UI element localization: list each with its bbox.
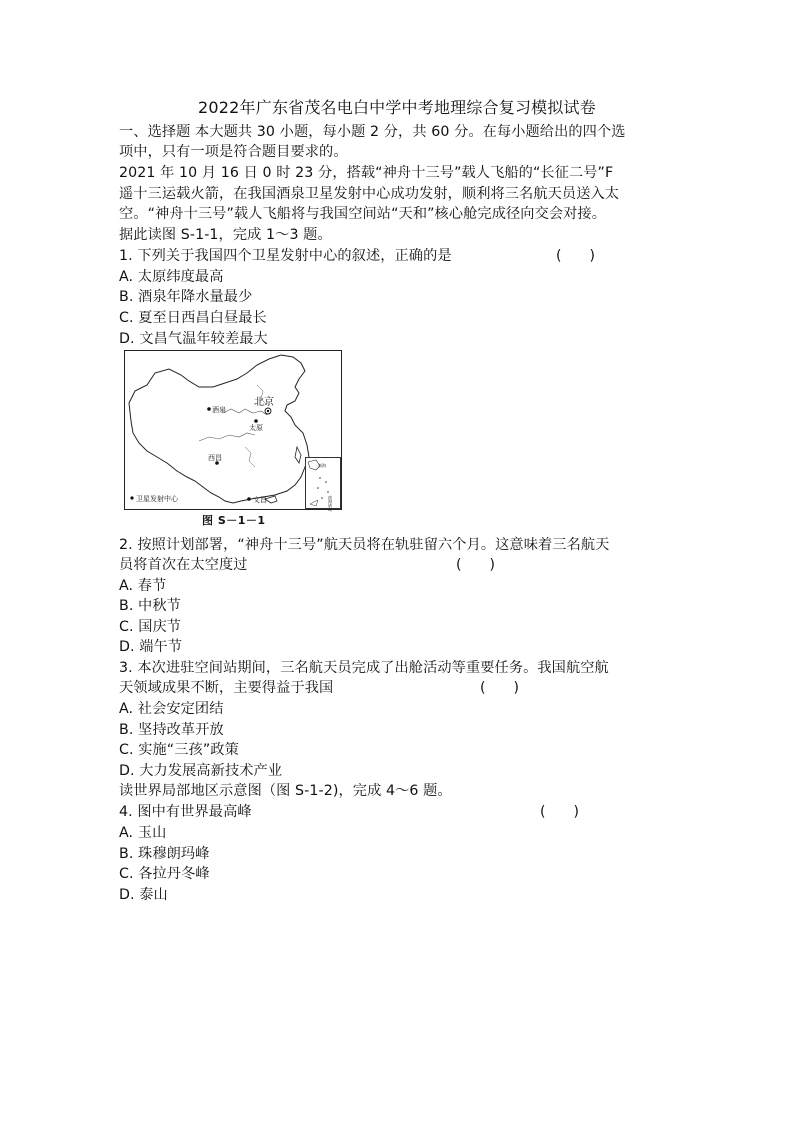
page-title: 2022年广东省茂名电白中学中考地理综合复习模拟试卷 (198, 98, 596, 117)
question-2-option-a: A. 春节 (119, 578, 167, 594)
figure-caption: 图 S－1－1 (202, 514, 266, 527)
intro-1-line-2: 遥十三运载火箭，在我国酒泉卫星发射中心成功发射，顺利将三名航天员送入太 (119, 186, 620, 202)
question-3-option-b: B. 坚持改革开放 (119, 722, 224, 738)
inset-label-top: 南海 (318, 463, 326, 468)
question-1-option-b: B. 酒泉年降水量最少 (119, 289, 253, 305)
question-4-option-c: C. 各拉丹冬峰 (119, 866, 210, 882)
intro-2: 读世界局部地区示意图（图 S-1-2)，完成 4～6 题。 (119, 783, 452, 799)
question-1-option-d: D. 文昌气温年较差最大 (119, 331, 268, 347)
question-2-option-b: B. 中秋节 (119, 598, 181, 614)
map-label-taiyuan: 太原 (249, 424, 263, 432)
inset-label-bottom: 南海诸岛 (328, 495, 332, 512)
china-map-figure (124, 350, 342, 510)
question-3-option-a: A. 社会安定团结 (119, 701, 224, 717)
section-instruction-line-2: 项中，只有一项是符合题目要求的。 (119, 144, 348, 160)
question-4-answer-blank: ( ) (540, 804, 579, 820)
question-2-stem-line-2: 员将首次在太空度过 (119, 557, 248, 573)
question-1-option-a: A. 太原纬度最高 (119, 269, 224, 285)
question-3-answer-blank: ( ) (480, 680, 519, 696)
question-2-option-c: C. 国庆节 (119, 619, 182, 635)
question-1-answer-blank: ( ) (556, 248, 595, 264)
question-4-stem: 4. 图中有世界最高峰 (119, 804, 252, 820)
question-4-option-d: D. 泰山 (119, 887, 168, 903)
section-instruction-line-1: 一、选择题 本大题共 30 小题，每小题 2 分，共 60 分。在每小题给出的四个选 (119, 124, 626, 140)
question-4-option-a: A. 玉山 (119, 825, 167, 841)
question-3-stem-line-2: 天领域成果不断，主要得益于我国 (119, 680, 334, 696)
map-label-beijing: 北京 (254, 397, 274, 408)
intro-1-line-4: 据此读图 S-1-1，完成 1～3 题。 (119, 227, 332, 243)
intro-1-line-1: 2021 年 10 月 16 日 0 时 23 分，搭载“神舟十三号”载人飞船的“长征二号”F (119, 165, 614, 181)
map-label-xichang: 西昌 (208, 454, 222, 462)
question-3-stem-line-1: 3. 本次进驻空间站期间，三名航天员完成了出舱活动等重要任务。我国航空航 (119, 660, 609, 676)
question-1-stem: 1. 下列关于我国四个卫星发射中心的叙述，正确的是 (119, 248, 452, 264)
map-legend-label: 卫星发射中心 (136, 495, 178, 503)
intro-1-line-3: 空。“神舟十三号”载人飞船将与我国空间站“天和”核心舱完成径向交会对接。 (119, 206, 607, 222)
question-4-option-b: B. 珠穆朗玛峰 (119, 846, 210, 862)
question-3-option-c: C. 实施“三孩”政策 (119, 742, 239, 758)
question-1-option-c: C. 夏至日西昌白昼最长 (119, 310, 267, 326)
south-china-sea-inset (305, 457, 341, 512)
question-2-option-d: D. 端午节 (119, 639, 183, 655)
question-2-stem-line-1: 2. 按照计划部署，“神舟十三号”航天员将在轨驻留六个月。这意味着三名航天 (119, 537, 610, 553)
map-label-wenchang: 文昌 (253, 496, 267, 504)
question-2-answer-blank: ( ) (456, 557, 495, 573)
question-3-option-d: D. 大力发展高新技术产业 (119, 763, 283, 779)
map-label-jiuquan: 酒泉 (212, 406, 226, 414)
